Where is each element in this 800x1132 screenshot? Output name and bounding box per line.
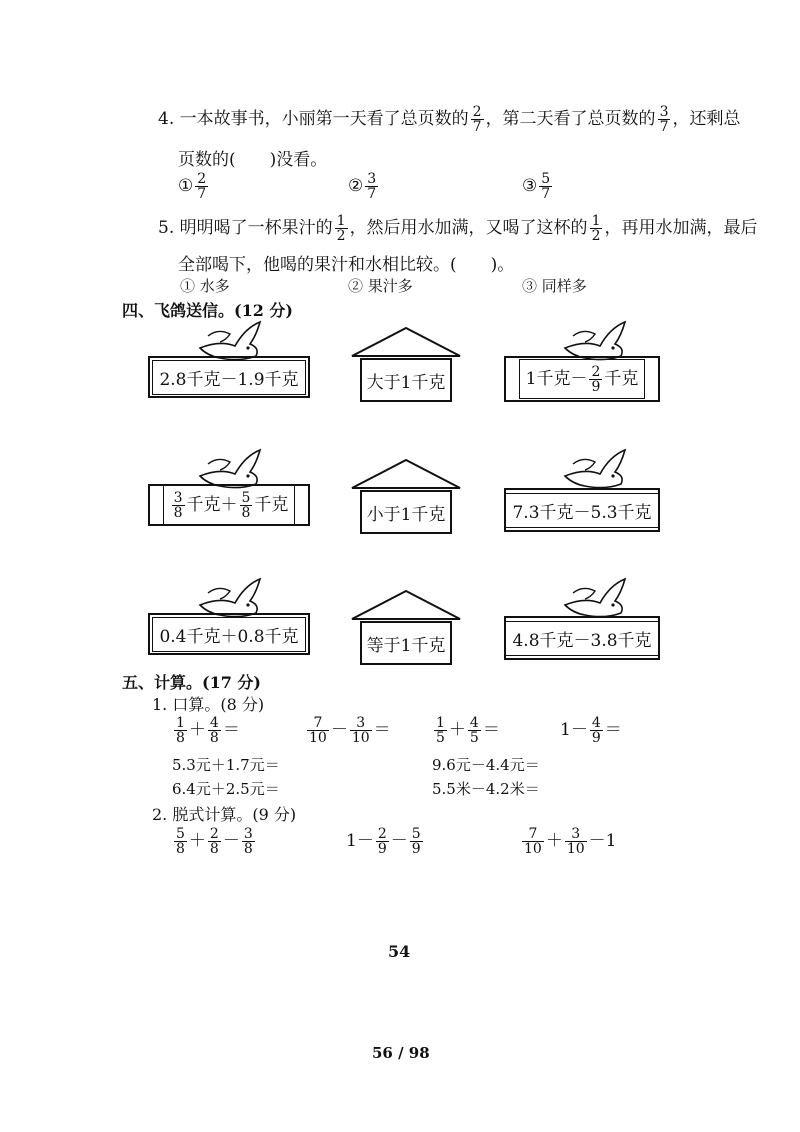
letter-box-3-text: 0.4千克＋0.8千克 — [152, 617, 305, 652]
q4-text-b: ，第二天看了总页数的 — [485, 109, 656, 129]
q5-text-c: ，再用水加满，最后 — [604, 218, 758, 238]
house-2-label: 小于1千克 — [366, 504, 446, 525]
question-5-line1 — [158, 213, 757, 243]
q4-option-2: ② $\frac{3}{7}$ — [348, 171, 377, 202]
letter-box-1-text: 2.8千克－1.9千克 — [152, 360, 305, 395]
letter-box-1 — [148, 356, 310, 398]
page-counter: 56 / 98 — [372, 1044, 430, 1062]
q5-fraction-2: $\frac{1}{2}$ — [591, 213, 601, 244]
letter-box-3 — [148, 613, 310, 655]
house-1-label: 大于1千克 — [366, 372, 446, 393]
q4-option-3: ③ $\frac{5}{7}$ — [522, 171, 551, 202]
oral-calc-heading: 1. 口算。(8 分) — [152, 695, 265, 714]
page-number: 54 — [388, 942, 411, 961]
dove-icon — [555, 446, 635, 490]
letter-box-4 — [504, 356, 660, 402]
letter-box-6-text: 4.8千克－3.8千克 — [505, 621, 658, 656]
q4-option-1: ① $\frac{2}{7}$ — [178, 171, 207, 202]
q5-number: 5. — [158, 218, 175, 238]
oral-decimal-2: 9.6元－4.4元＝ — [432, 756, 540, 774]
letter-box-6 — [504, 616, 660, 660]
oral-fraction-2: $\frac{7}{10}$ － $\frac{3}{10}$ ＝ — [309, 715, 391, 746]
letter-box-5 — [504, 488, 660, 532]
q5-option-2: ② 果汁多 — [348, 277, 413, 295]
house-2 — [360, 490, 452, 534]
oral-fraction-1: $\frac{1}{8}$ ＋ $\frac{4}{8}$ ＝ — [176, 715, 240, 746]
section-5-title: 五、计算。(17 分) — [122, 673, 261, 692]
dove-icon — [555, 575, 635, 619]
letter-box-2 — [148, 484, 310, 526]
oral-fraction-4: 1－ $\frac{4}{9}$ ＝ — [560, 715, 622, 746]
oral-decimal-1: 5.3元＋1.7元＝ — [172, 756, 280, 774]
oral-fraction-3: $\frac{1}{5}$ ＋ $\frac{4}{5}$ ＝ — [436, 715, 500, 746]
step-calc-2: 1－ $\frac{2}{9}$ － $\frac{5}{9}$ — [346, 826, 421, 857]
q5-text-b: ，然后用水加满，又喝了这杯的 — [349, 218, 588, 238]
house-3-label: 等于1千克 — [366, 635, 446, 656]
q4-line2: 页数的( )没看。 — [178, 150, 328, 170]
q4-number: 4. — [158, 109, 175, 129]
q4-fraction-2: $\frac{3}{7}$ — [659, 104, 669, 135]
house-1 — [360, 358, 452, 402]
step-calc-1: $\frac{5}{8}$ ＋ $\frac{2}{8}$ － $\frac{3}{8}$ — [176, 826, 253, 857]
step-calc-heading: 2. 脱式计算。(9 分) — [152, 805, 297, 824]
house-roof-icon — [350, 326, 462, 358]
q5-option-3: ③ 同样多 — [522, 277, 587, 295]
q4-fraction-1: $\frac{2}{7}$ — [472, 104, 482, 135]
q4-text-c: ，还剩总 — [672, 109, 741, 129]
letter-box-4-text: 1千克－ $\frac{2}{9}$ 千克 — [519, 359, 646, 399]
q5-line2: 全部喝下，他喝的果汁和水相比较。( )。 — [178, 255, 515, 275]
oral-decimal-3: 6.4元＋2.5元＝ — [172, 780, 280, 798]
house-3 — [360, 621, 452, 665]
q5-option-1: ① 水多 — [180, 277, 230, 295]
house-roof-icon — [350, 458, 462, 490]
house-roof-icon — [350, 589, 462, 621]
q5-text-a: 明明喝了一杯果汁的 — [179, 218, 333, 238]
letter-box-5-text: 7.3千克－5.3千克 — [505, 493, 658, 528]
step-calc-3: $\frac{7}{10}$ ＋ $\frac{3}{10}$ －1 — [524, 826, 617, 857]
letter-box-2-text: $\frac{3}{8}$ 千克＋ $\frac{5}{8}$ 千克 — [163, 485, 296, 525]
question-4-line1 — [158, 104, 740, 134]
q4-text-a: 一本故事书，小丽第一天看了总页数的 — [179, 109, 469, 129]
q5-fraction-1: $\frac{1}{2}$ — [336, 213, 346, 244]
section-4-title: 四、飞鸽送信。(12 分) — [122, 301, 293, 320]
oral-decimal-4: 5.5米－4.2米＝ — [432, 780, 540, 798]
